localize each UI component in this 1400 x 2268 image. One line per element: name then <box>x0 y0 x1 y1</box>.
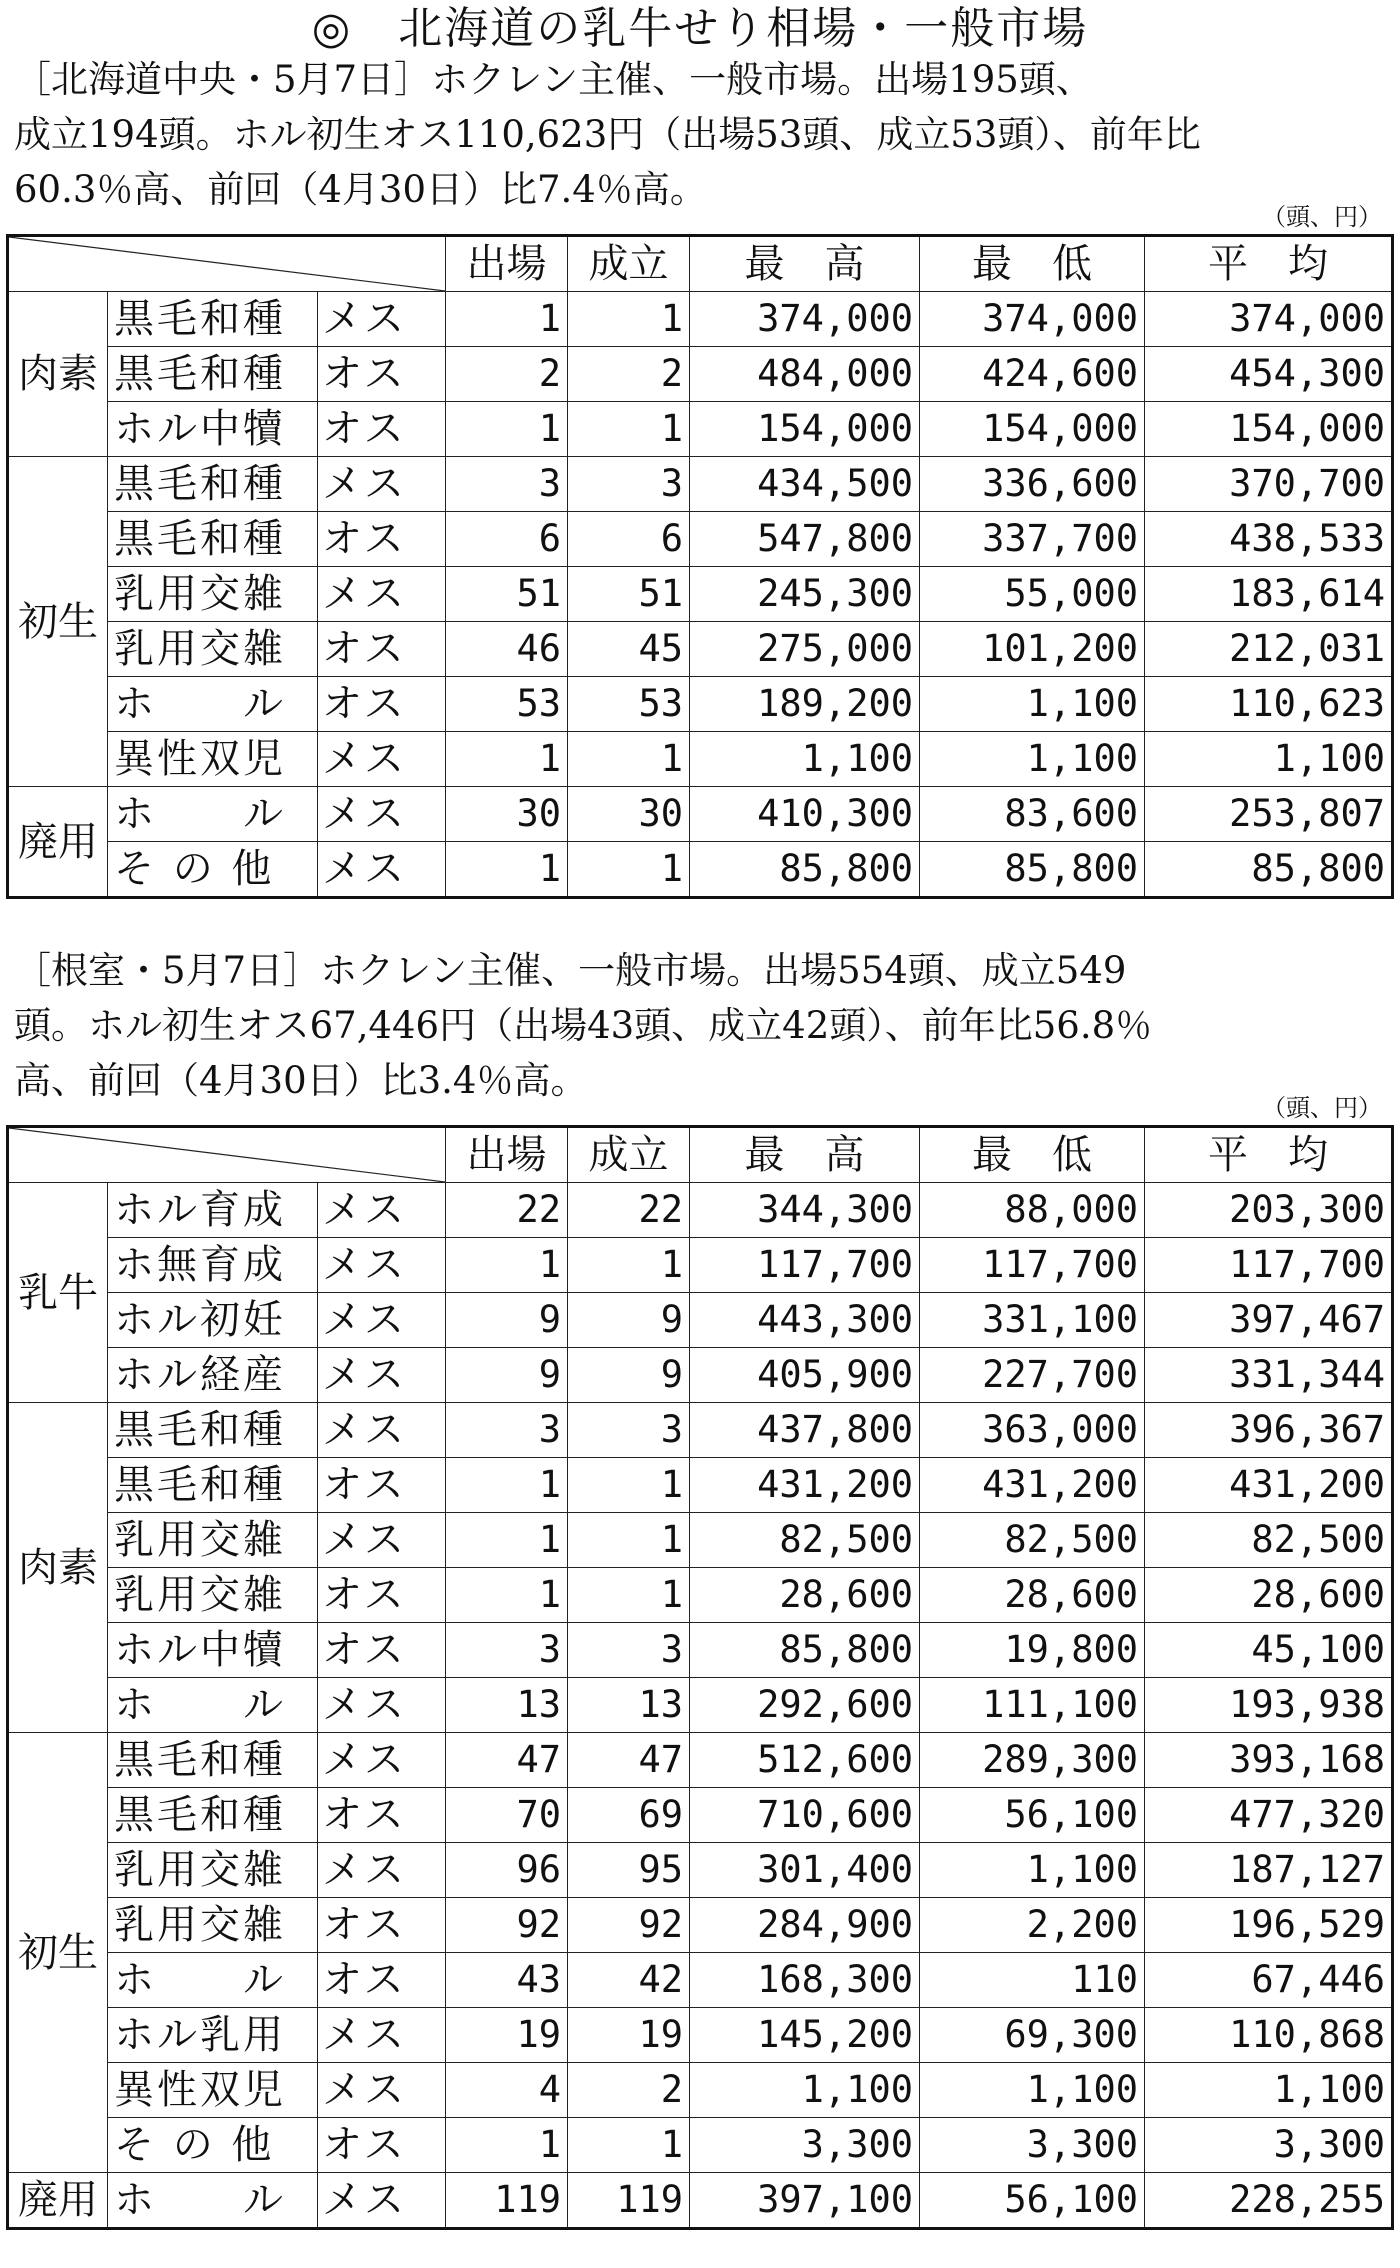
price-high: 434,500 <box>690 457 920 512</box>
breed-name: 黒毛和種 <box>108 457 318 512</box>
section2-intro-line: 頭。ホル初生オス67,446円（出場43頭、成立42頭）、前年比56.8％ <box>14 1004 1153 1047</box>
price-high: 437,800 <box>690 1403 920 1458</box>
column-header: 最 低 <box>920 1127 1145 1183</box>
column-header: 最 高 <box>690 236 920 292</box>
count-sold: 3 <box>568 457 690 512</box>
header-row <box>8 236 1393 292</box>
price-low: 101,200 <box>920 622 1145 677</box>
count-sold: 1 <box>568 1568 690 1623</box>
column-header: 平 均 <box>1145 1127 1393 1183</box>
sex-label: メス <box>318 457 446 512</box>
count-sold: 13 <box>568 1678 690 1733</box>
breed-name: そ の 他 <box>108 842 318 898</box>
breed-name: 黒毛和種 <box>108 1403 318 1458</box>
price-low: 83,600 <box>920 787 1145 842</box>
count-sold: 22 <box>568 1183 690 1238</box>
price-low: 331,100 <box>920 1293 1145 1348</box>
price-low: 117,700 <box>920 1238 1145 1293</box>
price-high: 397,100 <box>690 2173 920 2229</box>
price-average: 331,344 <box>1145 1348 1393 1403</box>
breed-name: 黒毛和種 <box>108 512 318 567</box>
price-high: 484,000 <box>690 347 920 402</box>
count-listed: 1 <box>446 1458 568 1513</box>
sex-label: オス <box>318 1898 446 1953</box>
diagonal-divider <box>9 1128 445 1182</box>
table-row <box>8 1458 1393 1513</box>
breed-name: 黒毛和種 <box>108 1788 318 1843</box>
price-low: 2,200 <box>920 1898 1145 1953</box>
price-average: 117,700 <box>1145 1238 1393 1293</box>
count-sold: 3 <box>568 1403 690 1458</box>
sex-label: メス <box>318 732 446 787</box>
table-row <box>8 842 1393 898</box>
price-high: 82,500 <box>690 1513 920 1568</box>
count-listed: 3 <box>446 1623 568 1678</box>
breed-name: 乳用交雑 <box>108 567 318 622</box>
section1-intro <box>14 52 1386 217</box>
count-listed: 47 <box>446 1733 568 1788</box>
breed-name: 乳用交雑 <box>108 1843 318 1898</box>
count-listed: 6 <box>446 512 568 567</box>
table-row <box>8 402 1393 457</box>
count-listed: 70 <box>446 1788 568 1843</box>
price-high: 245,300 <box>690 567 920 622</box>
column-header: 最 高 <box>690 1127 920 1183</box>
table-row <box>8 292 1393 347</box>
price-high: 3,300 <box>690 2118 920 2173</box>
count-sold: 1 <box>568 842 690 898</box>
section1-price-table <box>6 234 1394 899</box>
breed-name: そ の 他 <box>108 2118 318 2173</box>
count-sold: 1 <box>568 1238 690 1293</box>
count-listed: 51 <box>446 567 568 622</box>
breed-name: ホ ル <box>108 787 318 842</box>
column-header: 成立 <box>568 1127 690 1183</box>
count-sold: 1 <box>568 402 690 457</box>
sex-label: メス <box>318 1733 446 1788</box>
sex-label: オス <box>318 677 446 732</box>
breed-name: ホ無育成 <box>108 1238 318 1293</box>
price-high: 374,000 <box>690 292 920 347</box>
sex-label: メス <box>318 1238 446 1293</box>
price-high: 189,200 <box>690 677 920 732</box>
header-row <box>8 1127 1393 1183</box>
sex-label: オス <box>318 1568 446 1623</box>
count-listed: 9 <box>446 1348 568 1403</box>
price-high: 410,300 <box>690 787 920 842</box>
section2-price-table <box>6 1125 1394 2230</box>
breed-name: ホ ル <box>108 677 318 732</box>
price-average: 374,000 <box>1145 292 1393 347</box>
price-average: 396,367 <box>1145 1403 1393 1458</box>
price-high: 145,200 <box>690 2008 920 2063</box>
price-average: 3,300 <box>1145 2118 1393 2173</box>
column-header: 最 低 <box>920 236 1145 292</box>
count-sold: 51 <box>568 567 690 622</box>
count-listed: 1 <box>446 842 568 898</box>
price-low: 55,000 <box>920 567 1145 622</box>
count-sold: 9 <box>568 1293 690 1348</box>
count-listed: 19 <box>446 2008 568 2063</box>
sex-label: メス <box>318 1843 446 1898</box>
price-average: 45,100 <box>1145 1623 1393 1678</box>
breed-name: 黒毛和種 <box>108 1458 318 1513</box>
count-listed: 46 <box>446 622 568 677</box>
table-row <box>8 567 1393 622</box>
price-low: 1,100 <box>920 1843 1145 1898</box>
section1-intro-line: 成立194頭。ホル初生オス110,623円（出場53頭、成立53頭）、前年比 <box>14 113 1201 156</box>
breed-name: 異性双児 <box>108 2063 318 2118</box>
breed-name: ホ ル <box>108 1953 318 2008</box>
table-row <box>8 1238 1393 1293</box>
sex-label: メス <box>318 842 446 898</box>
breed-name: 乳用交雑 <box>108 1513 318 1568</box>
price-low: 85,800 <box>920 842 1145 898</box>
count-listed: 4 <box>446 2063 568 2118</box>
column-header: 成立 <box>568 236 690 292</box>
count-sold: 53 <box>568 677 690 732</box>
price-high: 154,000 <box>690 402 920 457</box>
table-row <box>8 1403 1393 1458</box>
count-sold: 45 <box>568 622 690 677</box>
sex-label: オス <box>318 622 446 677</box>
price-average: 212,031 <box>1145 622 1393 677</box>
category-label: 乳牛 <box>8 1183 108 1403</box>
price-low: 363,000 <box>920 1403 1145 1458</box>
count-listed: 92 <box>446 1898 568 1953</box>
price-low: 337,700 <box>920 512 1145 567</box>
table-row <box>8 677 1393 732</box>
count-sold: 1 <box>568 732 690 787</box>
table-row <box>8 1843 1393 1898</box>
price-high: 301,400 <box>690 1843 920 1898</box>
price-high: 284,900 <box>690 1898 920 1953</box>
column-header: 出場 <box>446 236 568 292</box>
price-low: 154,000 <box>920 402 1145 457</box>
price-average: 397,467 <box>1145 1293 1393 1348</box>
price-average: 154,000 <box>1145 402 1393 457</box>
price-average: 370,700 <box>1145 457 1393 512</box>
sex-label: メス <box>318 1403 446 1458</box>
price-average: 183,614 <box>1145 567 1393 622</box>
breed-name: 黒毛和種 <box>108 1733 318 1788</box>
price-high: 405,900 <box>690 1348 920 1403</box>
breed-name: 異性双児 <box>108 732 318 787</box>
price-low: 56,100 <box>920 2173 1145 2229</box>
section1-unit-note: （頭、円） <box>1262 203 1382 231</box>
price-average: 67,446 <box>1145 1953 1393 2008</box>
count-sold: 119 <box>568 2173 690 2229</box>
sex-label: メス <box>318 567 446 622</box>
diagonal-divider <box>9 237 445 291</box>
price-high: 431,200 <box>690 1458 920 1513</box>
count-sold: 92 <box>568 1898 690 1953</box>
article-title: ◎ 北海道の乳牛せり相場・一般市場 <box>311 3 1089 54</box>
price-low: 1,100 <box>920 2063 1145 2118</box>
price-average: 393,168 <box>1145 1733 1393 1788</box>
price-high: 275,000 <box>690 622 920 677</box>
count-sold: 1 <box>568 1513 690 1568</box>
table-row <box>8 2063 1393 2118</box>
sex-label: メス <box>318 1348 446 1403</box>
sex-label: メス <box>318 1513 446 1568</box>
table-row <box>8 2173 1393 2229</box>
price-low: 69,300 <box>920 2008 1145 2063</box>
price-high: 547,800 <box>690 512 920 567</box>
header-corner <box>8 236 446 292</box>
table-row <box>8 1513 1393 1568</box>
count-listed: 9 <box>446 1293 568 1348</box>
price-average: 193,938 <box>1145 1678 1393 1733</box>
count-sold: 2 <box>568 347 690 402</box>
price-low: 3,300 <box>920 2118 1145 2173</box>
sex-label: オス <box>318 512 446 567</box>
sex-label: オス <box>318 1953 446 2008</box>
table-row <box>8 1733 1393 1788</box>
breed-name: 乳用交雑 <box>108 1898 318 1953</box>
table-row <box>8 1348 1393 1403</box>
table-row <box>8 1898 1393 1953</box>
price-average: 85,800 <box>1145 842 1393 898</box>
category-label: 廃用 <box>8 2173 108 2229</box>
breed-name: ホル乳用 <box>108 2008 318 2063</box>
price-average: 228,255 <box>1145 2173 1393 2229</box>
table-row <box>8 732 1393 787</box>
sex-label: メス <box>318 1293 446 1348</box>
price-average: 431,200 <box>1145 1458 1393 1513</box>
count-listed: 1 <box>446 732 568 787</box>
table-row <box>8 457 1393 512</box>
count-listed: 1 <box>446 1568 568 1623</box>
sex-label: オス <box>318 1623 446 1678</box>
count-listed: 96 <box>446 1843 568 1898</box>
count-sold: 1 <box>568 2118 690 2173</box>
sex-label: メス <box>318 1183 446 1238</box>
count-sold: 3 <box>568 1623 690 1678</box>
sex-label: オス <box>318 1458 446 1513</box>
breed-name: ホル中犢 <box>108 1623 318 1678</box>
price-high: 512,600 <box>690 1733 920 1788</box>
price-low: 88,000 <box>920 1183 1145 1238</box>
count-listed: 2 <box>446 347 568 402</box>
sex-label: メス <box>318 1678 446 1733</box>
price-average: 82,500 <box>1145 1513 1393 1568</box>
price-low: 336,600 <box>920 457 1145 512</box>
category-label: 肉素 <box>8 292 108 457</box>
count-listed: 1 <box>446 1238 568 1293</box>
count-listed: 3 <box>446 1403 568 1458</box>
breed-name: ホル初妊 <box>108 1293 318 1348</box>
count-listed: 53 <box>446 677 568 732</box>
price-average: 477,320 <box>1145 1788 1393 1843</box>
breed-name: ホ ル <box>108 1678 318 1733</box>
count-sold: 19 <box>568 2008 690 2063</box>
count-sold: 9 <box>568 1348 690 1403</box>
table-row <box>8 1623 1393 1678</box>
price-average: 1,100 <box>1145 2063 1393 2118</box>
count-sold: 30 <box>568 787 690 842</box>
sex-label: メス <box>318 2063 446 2118</box>
table-row <box>8 2008 1393 2063</box>
category-label: 初生 <box>8 457 108 787</box>
price-average: 438,533 <box>1145 512 1393 567</box>
table-row <box>8 1293 1393 1348</box>
price-low: 111,100 <box>920 1678 1145 1733</box>
price-average: 454,300 <box>1145 347 1393 402</box>
price-low: 28,600 <box>920 1568 1145 1623</box>
sex-label: オス <box>318 2118 446 2173</box>
sex-label: メス <box>318 2173 446 2229</box>
price-low: 431,200 <box>920 1458 1145 1513</box>
count-listed: 13 <box>446 1678 568 1733</box>
count-sold: 1 <box>568 1458 690 1513</box>
count-sold: 69 <box>568 1788 690 1843</box>
sex-label: メス <box>318 292 446 347</box>
count-listed: 1 <box>446 2118 568 2173</box>
breed-name: ホル育成 <box>108 1183 318 1238</box>
count-listed: 3 <box>446 457 568 512</box>
price-average: 253,807 <box>1145 787 1393 842</box>
table-row <box>8 1568 1393 1623</box>
breed-name: ホル中犢 <box>108 402 318 457</box>
price-low: 82,500 <box>920 1513 1145 1568</box>
count-sold: 2 <box>568 2063 690 2118</box>
price-low: 424,600 <box>920 347 1145 402</box>
count-sold: 1 <box>568 292 690 347</box>
section1-intro-line: 60.3％高、前回（4月30日）比7.4％高。 <box>14 168 707 211</box>
count-sold: 6 <box>568 512 690 567</box>
table-row <box>8 1183 1393 1238</box>
breed-name: 乳用交雑 <box>108 622 318 677</box>
breed-name: 乳用交雑 <box>108 1568 318 1623</box>
table-row <box>8 787 1393 842</box>
column-header: 平 均 <box>1145 236 1393 292</box>
price-high: 1,100 <box>690 732 920 787</box>
sex-label: オス <box>318 1788 446 1843</box>
breed-name: 黒毛和種 <box>108 292 318 347</box>
sex-label: オス <box>318 347 446 402</box>
price-high: 85,800 <box>690 1623 920 1678</box>
count-listed: 43 <box>446 1953 568 2008</box>
table-row <box>8 1788 1393 1843</box>
price-high: 344,300 <box>690 1183 920 1238</box>
sex-label: オス <box>318 402 446 457</box>
price-high: 168,300 <box>690 1953 920 2008</box>
price-low: 1,100 <box>920 677 1145 732</box>
count-listed: 22 <box>446 1183 568 1238</box>
price-low: 19,800 <box>920 1623 1145 1678</box>
count-listed: 1 <box>446 292 568 347</box>
price-average: 110,868 <box>1145 2008 1393 2063</box>
table-row <box>8 347 1393 402</box>
breed-name: ホ ル <box>108 2173 318 2229</box>
sex-label: メス <box>318 787 446 842</box>
column-header: 出場 <box>446 1127 568 1183</box>
price-high: 443,300 <box>690 1293 920 1348</box>
price-low: 110 <box>920 1953 1145 2008</box>
sex-label: メス <box>318 2008 446 2063</box>
category-label: 初生 <box>8 1733 108 2173</box>
price-average: 110,623 <box>1145 677 1393 732</box>
section2-unit-note: （頭、円） <box>1262 1094 1382 1122</box>
price-low: 1,100 <box>920 732 1145 787</box>
table-row <box>8 1953 1393 2008</box>
price-high: 710,600 <box>690 1788 920 1843</box>
section2-intro <box>14 943 1386 1108</box>
section1-intro-line: ［北海道中央・5月7日］ホクレン主催、一般市場。出場195頭、 <box>14 58 1093 101</box>
count-listed: 1 <box>446 402 568 457</box>
header-corner <box>8 1127 446 1183</box>
count-listed: 1 <box>446 1513 568 1568</box>
price-high: 85,800 <box>690 842 920 898</box>
count-sold: 95 <box>568 1843 690 1898</box>
table-row <box>8 2118 1393 2173</box>
price-high: 28,600 <box>690 1568 920 1623</box>
price-low: 289,300 <box>920 1733 1145 1788</box>
price-average: 196,529 <box>1145 1898 1393 1953</box>
count-listed: 119 <box>446 2173 568 2229</box>
section2-intro-line: ［根室・5月7日］ホクレン主催、一般市場。出場554頭、成立549 <box>14 949 1127 992</box>
section2-intro-line: 高、前回（4月30日）比3.4％高。 <box>14 1059 588 1102</box>
price-average: 187,127 <box>1145 1843 1393 1898</box>
price-average: 28,600 <box>1145 1568 1393 1623</box>
table-row <box>8 622 1393 677</box>
table-row <box>8 1678 1393 1733</box>
price-high: 117,700 <box>690 1238 920 1293</box>
price-low: 227,700 <box>920 1348 1145 1403</box>
price-low: 374,000 <box>920 292 1145 347</box>
table-row <box>8 512 1393 567</box>
price-average: 203,300 <box>1145 1183 1393 1238</box>
price-low: 56,100 <box>920 1788 1145 1843</box>
breed-name: 黒毛和種 <box>108 347 318 402</box>
category-label: 廃用 <box>8 787 108 898</box>
price-high: 1,100 <box>690 2063 920 2118</box>
price-average: 1,100 <box>1145 732 1393 787</box>
count-sold: 47 <box>568 1733 690 1788</box>
price-high: 292,600 <box>690 1678 920 1733</box>
breed-name: ホル経産 <box>108 1348 318 1403</box>
count-sold: 42 <box>568 1953 690 2008</box>
category-label: 肉素 <box>8 1403 108 1733</box>
count-listed: 30 <box>446 787 568 842</box>
